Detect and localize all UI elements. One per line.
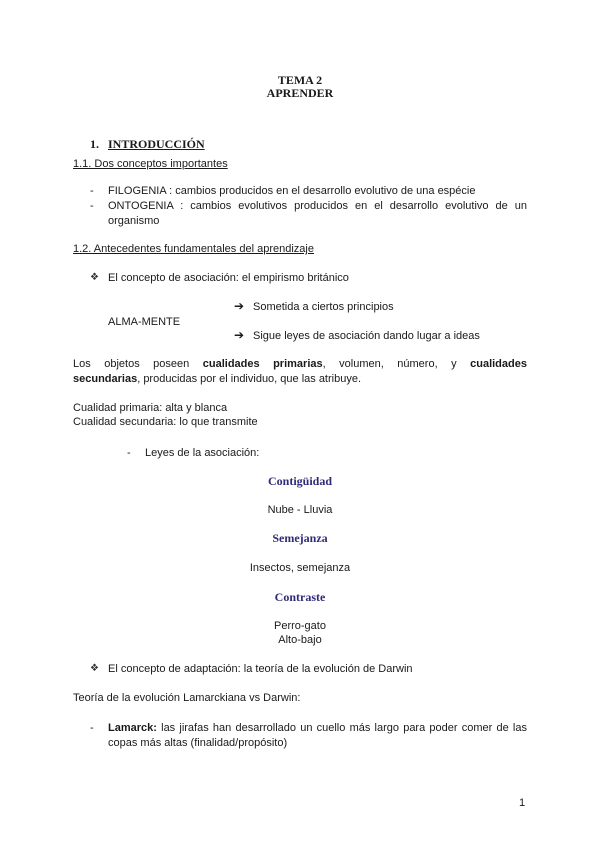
law-example: Insectos, semejanza bbox=[249, 562, 351, 574]
law-example: Perro-gato bbox=[274, 620, 326, 632]
arrow-text-principios: Sometida a ciertos principios bbox=[253, 301, 394, 313]
tema-number: TEMA 2 bbox=[277, 73, 323, 87]
diamond-bullet-icon: ❖ bbox=[90, 272, 99, 283]
arrow-right-icon: ➔ bbox=[234, 299, 245, 313]
filogenia-text: FILOGENIA : cambios producidos en el desarrollo evolutivo de una espécie bbox=[108, 185, 476, 197]
bullet-adaptacion: El concepto de adaptación: la teoría de la evolución de Darwin bbox=[108, 663, 413, 675]
teoria-heading: Teoría de la evolución Lamarckiana vs Darwin: bbox=[73, 692, 301, 704]
lamarck-line1: Lamarck: las jirafas han desarrollado un cuello más largo para poder comer de las bbox=[108, 722, 527, 734]
law-contraste: Contraste bbox=[274, 590, 326, 604]
leyes-heading: Leyes de la asociación: bbox=[145, 447, 260, 459]
list-dash: - bbox=[90, 185, 94, 197]
section-title: INTRODUCCIÓN bbox=[108, 137, 205, 151]
page-number: 1 bbox=[519, 797, 526, 809]
paragraph-line1: Los objetos poseen cualidades primarias, volumen, número, y cualidades bbox=[73, 358, 527, 370]
law-semejanza: Semejanza bbox=[272, 531, 328, 545]
bullet-asociacion: El concepto de asociación: el empirismo británico bbox=[108, 272, 349, 284]
arrow-right-icon: ➔ bbox=[234, 328, 245, 342]
paragraph-line2: secundarias, producidas por el individuo, que las atribuye. bbox=[73, 373, 362, 385]
ontogenia-text-line1: ONTOGENIA : cambios evolutivos producidos en el desarrollo evolutivo de un bbox=[108, 200, 527, 212]
cualidad-primaria: Cualidad primaria: alta y blanca bbox=[73, 402, 228, 414]
arrow-text-leyes: Sigue leyes de asociación dando lugar a ideas bbox=[253, 330, 480, 342]
law-example: Alto-bajo bbox=[278, 634, 322, 646]
cualidad-secundaria: Cualidad secundaria: lo que transmite bbox=[73, 416, 258, 428]
ontogenia-text-line2: organismo bbox=[108, 215, 160, 227]
lamarck-line2: copas más altas (finalidad/propósito) bbox=[108, 737, 288, 749]
list-dash: - bbox=[127, 447, 131, 459]
alma-mente-label: ALMA-MENTE bbox=[108, 316, 181, 328]
list-dash: - bbox=[90, 200, 94, 212]
law-contiguidad: Contigüidad bbox=[267, 474, 333, 488]
section-number: 1. bbox=[90, 137, 99, 151]
diamond-bullet-icon: ❖ bbox=[90, 663, 99, 674]
list-dash: - bbox=[90, 722, 94, 734]
page-title: APRENDER bbox=[266, 86, 334, 100]
subsection-title-1-1: 1.1. Dos conceptos importantes bbox=[73, 158, 228, 170]
subsection-title-1-2: 1.2. Antecedentes fundamentales del aprendizaje bbox=[73, 243, 314, 255]
law-example: Nube - Lluvia bbox=[267, 504, 333, 516]
